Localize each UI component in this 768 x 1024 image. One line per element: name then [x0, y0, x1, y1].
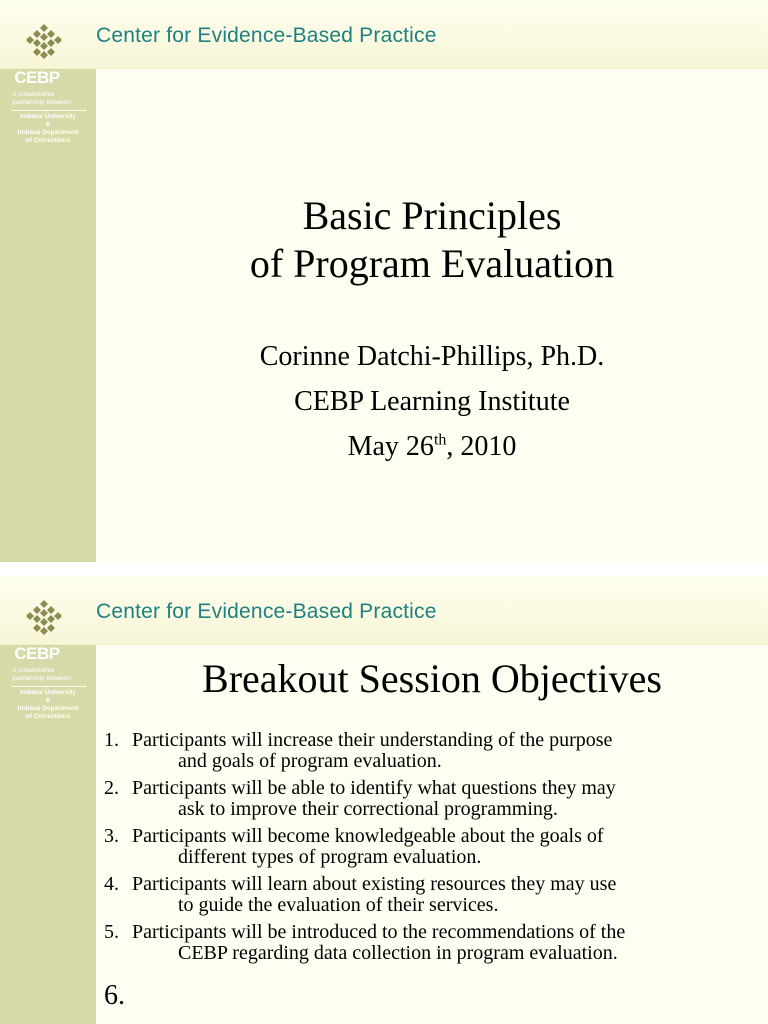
sidebar-divider — [12, 686, 86, 687]
sidebar-partner-2b: of Corrections — [25, 713, 71, 720]
presentation-date — [96, 424, 768, 469]
header-title: Center for Evidence-Based Practice — [96, 24, 437, 47]
date-prefix: May 26 — [347, 431, 434, 462]
objective-item — [104, 826, 744, 868]
objective-line-2: CEBP regarding data collection in program evaluation. — [178, 942, 618, 964]
objective-number: 3. — [104, 825, 119, 847]
sidebar-brand — [0, 68, 96, 145]
sidebar-tagline-2: partnership between: — [12, 675, 73, 682]
header-title: Center for Evidence-Based Practice — [96, 600, 437, 623]
objective-number: 5. — [104, 921, 119, 943]
objectives-title: Breakout Session Objectives — [202, 656, 662, 701]
sidebar-amp: & — [45, 121, 51, 128]
presenter-name: Corinne Datchi-Phillips, Ph.D. — [259, 341, 605, 372]
objective-item — [104, 778, 744, 820]
sidebar-partner-1: Indiana University — [20, 113, 76, 120]
objective-line-2: and goals of program evaluation. — [178, 750, 442, 772]
sidebar-abbr: CEBP — [14, 68, 60, 87]
sidebar-partner-2b: of Corrections — [25, 137, 71, 144]
slide-subtitle — [96, 334, 768, 469]
objective-number: 2. — [104, 777, 119, 799]
cebp-logo-icon — [25, 24, 63, 60]
sidebar-abbr: CEBP — [14, 644, 60, 663]
objective-number: 1. — [104, 729, 119, 751]
sidebar-tagline-1: A collaborative — [12, 667, 55, 674]
objective-item — [104, 874, 744, 916]
objective-line-2: ask to improve their correctional programming. — [178, 798, 558, 820]
sidebar-amp: & — [45, 697, 51, 704]
sidebar-tagline-1: A collaborative — [12, 91, 55, 98]
date-suffix: , 2010 — [446, 431, 517, 462]
sidebar-partner-1: Indiana University — [20, 689, 76, 696]
objective-line-1: Participants will be introduced to the recommendations of the — [132, 921, 626, 943]
objective-number-6: 6. — [104, 980, 125, 1011]
slide-title — [96, 192, 768, 288]
cebp-logo-icon — [25, 600, 63, 636]
objective-line-1: Participants will increase their understanding of the purpose — [132, 729, 613, 751]
slide-title-line-2: of Program Evaluation — [249, 241, 615, 286]
sidebar-partner-2a: Indiana Department — [17, 129, 79, 136]
objective-line-1: Participants will learn about existing resources they may use — [132, 873, 617, 895]
objective-line-1: Participants will be able to identify what questions they may — [132, 777, 616, 799]
date-superscript: th — [433, 431, 447, 449]
objective-line-1: Participants will become knowledgeable about the goals of — [132, 825, 604, 847]
objective-number: 4. — [104, 873, 119, 895]
objectives-list — [104, 730, 744, 970]
sidebar-partner-2a: Indiana Department — [17, 705, 79, 712]
sidebar-brand — [0, 644, 96, 721]
slide-title-line-1: Basic Principles — [302, 193, 562, 238]
slide-separator — [0, 562, 768, 576]
objective-item — [104, 730, 744, 772]
sidebar-tagline-2: partnership between: — [12, 99, 73, 106]
objective-item — [104, 922, 744, 964]
sidebar-divider — [12, 110, 86, 111]
institute-name: CEBP Learning Institute — [294, 386, 570, 417]
objective-line-2: different types of program evaluation. — [178, 846, 482, 868]
objective-line-2: to guide the evaluation of their services. — [178, 894, 499, 916]
